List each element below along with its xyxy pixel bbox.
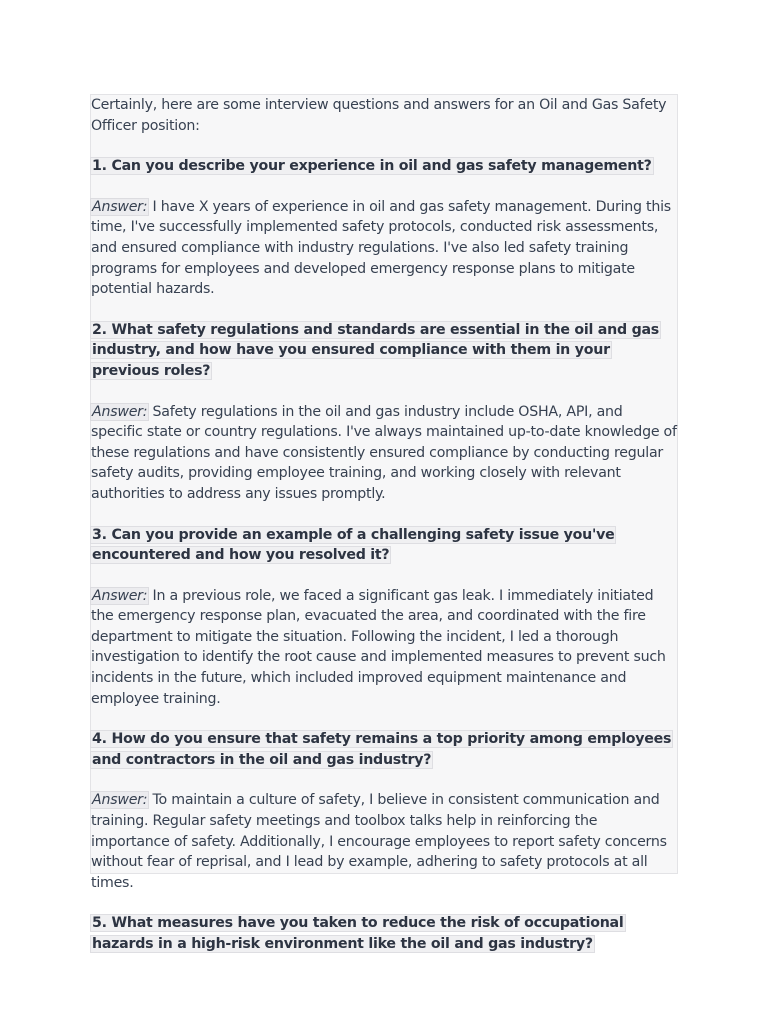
question-5: 5. What measures have you taken to reduce the risk of occupational hazards in a high-risk environment like the oil and gas industry?: [92, 915, 624, 952]
answer-text: In a previous role, we faced a significant gas leak. I immediately initiated the emergency response plan, evacuated the area, and coordinated with the fire department to mitigate the situation. Following the incident, I led a thorough investigation to identify the root cause and implemented measures to prevent such incidents in the future, which included improved equipment maintenance and employee training.: [91, 587, 666, 707]
question-3: 3. Can you provide an example of a challenging safety issue you've encountered and how you resolved it?: [92, 526, 615, 564]
intro-text: Certainly, here are some interview questions and answers for an Oil and Gas Safety Officer position:: [91, 97, 667, 134]
answer-text: Safety regulations in the oil and gas industry include OSHA, API, and specific state or country regulations. I've always maintained up-to-date knowledge of these regulations and have consistently ensured compliance by conducting regular safety audits, providing employee training, and working closely with relevant authorities to address any issues promptly.: [91, 403, 677, 502]
answer-label: Answer:: [92, 587, 148, 604]
answer-label: Answer:: [92, 792, 148, 809]
answer-label: Answer:: [92, 403, 148, 420]
question-1: 1. Can you describe your experience in oil and gas safety management?: [92, 158, 652, 175]
question-4: 4. How do you ensure that safety remains a top priority among employees and contractors in the oil and gas industry?: [92, 731, 672, 768]
answer-3: [91, 586, 677, 710]
document-body: [90, 94, 678, 952]
answer-1: [91, 197, 677, 300]
answer-2: [91, 402, 677, 505]
answer-label: Answer:: [92, 198, 148, 215]
answer-4: [91, 790, 677, 893]
answer-text: To maintain a culture of safety, I believe in consistent communication and training. Regular safety meetings and toolbox talks help in reinforcing the importance of safety. Additionally, I encourage employees to report safety concerns without fear of reprisal, and I lead by example, adhering to safety protocols at all times.: [91, 792, 667, 891]
question-2: 2. What safety regulations and standards are essential in the oil and gas industry, and how have you ensured compliance with them in your previous roles?: [92, 321, 659, 379]
answer-text: I have X years of experience in oil and gas safety management. During this time, I've successfully implemented safety protocols, conducted risk assessments, and ensured compliance with industry regulations. I've also led safety training programs for employees and developed emergency response plans to mitigate potential hazards.: [91, 198, 671, 298]
